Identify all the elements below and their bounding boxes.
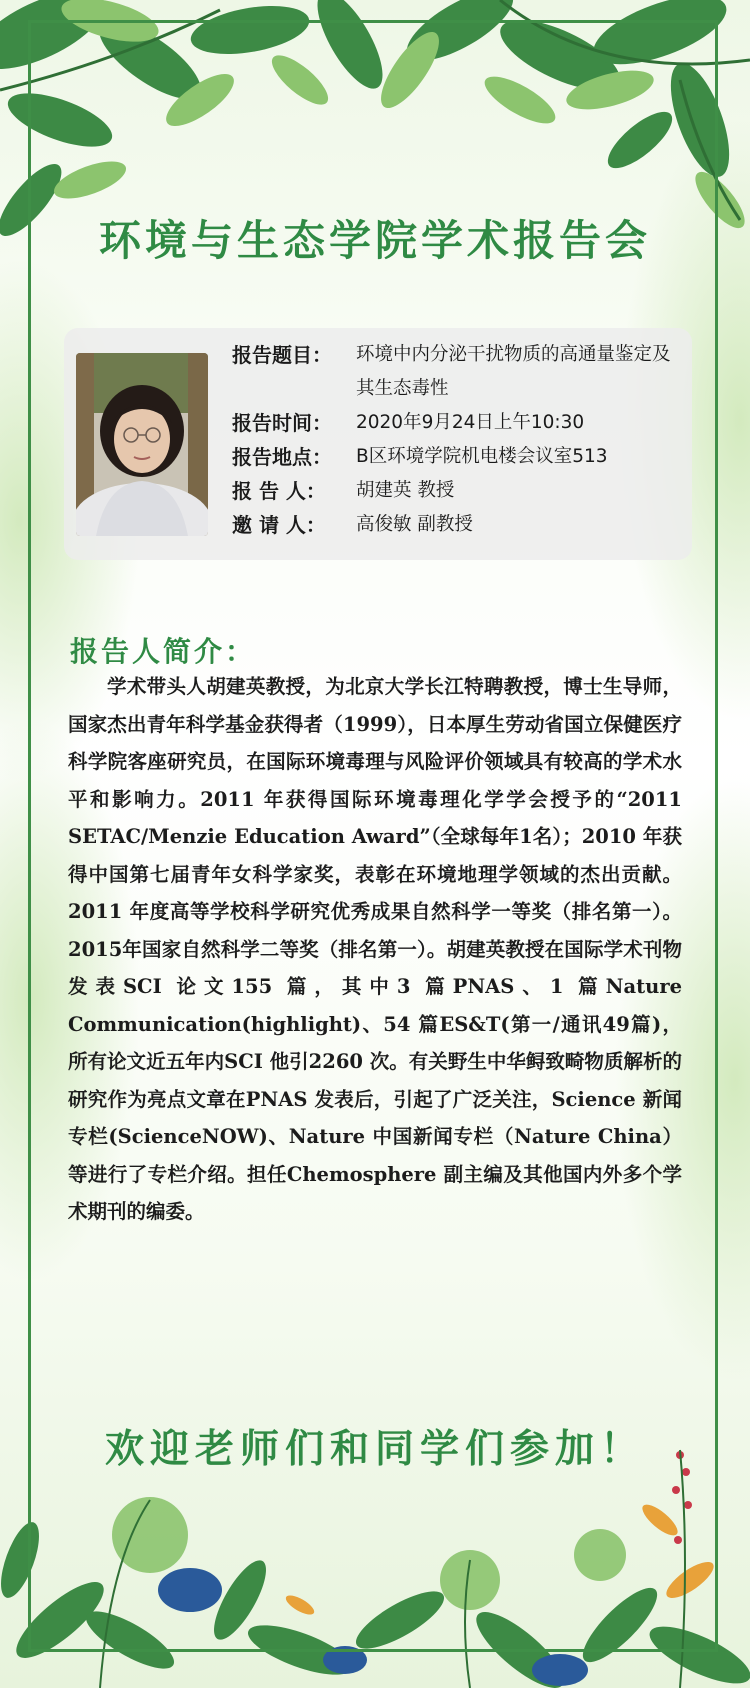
- topic-value: 环境中内分泌干扰物质的高通量鉴定及其生态毒性: [356, 344, 671, 399]
- info-card: [64, 328, 692, 560]
- inviter-label: 邀 请 人：: [232, 513, 326, 537]
- welcome-text: 欢迎老师们和同学们参加！: [104, 1426, 645, 1472]
- info-row-time: [232, 406, 682, 440]
- topic-label: 报告题目：: [232, 343, 332, 367]
- place-label: 报告地点：: [232, 445, 332, 469]
- poster-title: 环境与生态学院学术报告会: [98, 216, 651, 265]
- bio-title: 报告人简介：: [70, 635, 257, 668]
- info-row-inviter: [232, 508, 682, 542]
- info-row-place: [232, 440, 682, 474]
- info-row-topic: [232, 338, 682, 406]
- speaker-photo: [76, 353, 208, 536]
- speaker-label: 报 告 人：: [232, 479, 326, 503]
- time-label: 报告时间：: [232, 411, 332, 435]
- speaker-value: 胡建英 教授: [356, 480, 455, 501]
- place-value: B区环境学院机电楼会议室513: [356, 446, 608, 467]
- time-value: 2020年9月24日上午10:30: [356, 412, 585, 433]
- info-list: [232, 338, 682, 542]
- bio-text: 学术带头人胡建英教授，为北京大学长江特聘教授，博士生导师，国家杰出青年科学基金获得者（1999），日本厚生劳动省国立保健医疗科学院客座研究员，在国际环境毒理与风险评价领域具有较高的学术水平和影响力。2011 年获得国际环境毒理化学学会授予的“2011 SETAC/Menzie Education Award”（全球每年1名）；2010 年获得中国第七届青年女科学家奖，表彰在环境地理学领域的杰出贡献。2011 年度高等学校科学研究优秀成果自然科学一等奖（排名第一）。2015年国家自然科学二等奖（排名第一）。胡建英教授在国际学术刊物发表SCI 论文155 篇，其中3 篇PNAS、1 篇Nature Communication(highlight)、54 篇ES&T(第一/通讯49篇)，所有论文近五年内SCI 他引2260 次。有关野生中华鲟致畸物质解析的研究作为亮点文章在PNAS 发表后，引起了广泛关注，Science 新闻专栏(ScienceNOW)、Nature 中国新闻专栏（Nature China）等进行了专栏介绍。担任Chemosphere 副主编及其他国内外多个学术期刊的编委。: [68, 675, 682, 1223]
- inviter-value: 高俊敏 副教授: [356, 514, 473, 535]
- info-row-speaker: [232, 474, 682, 508]
